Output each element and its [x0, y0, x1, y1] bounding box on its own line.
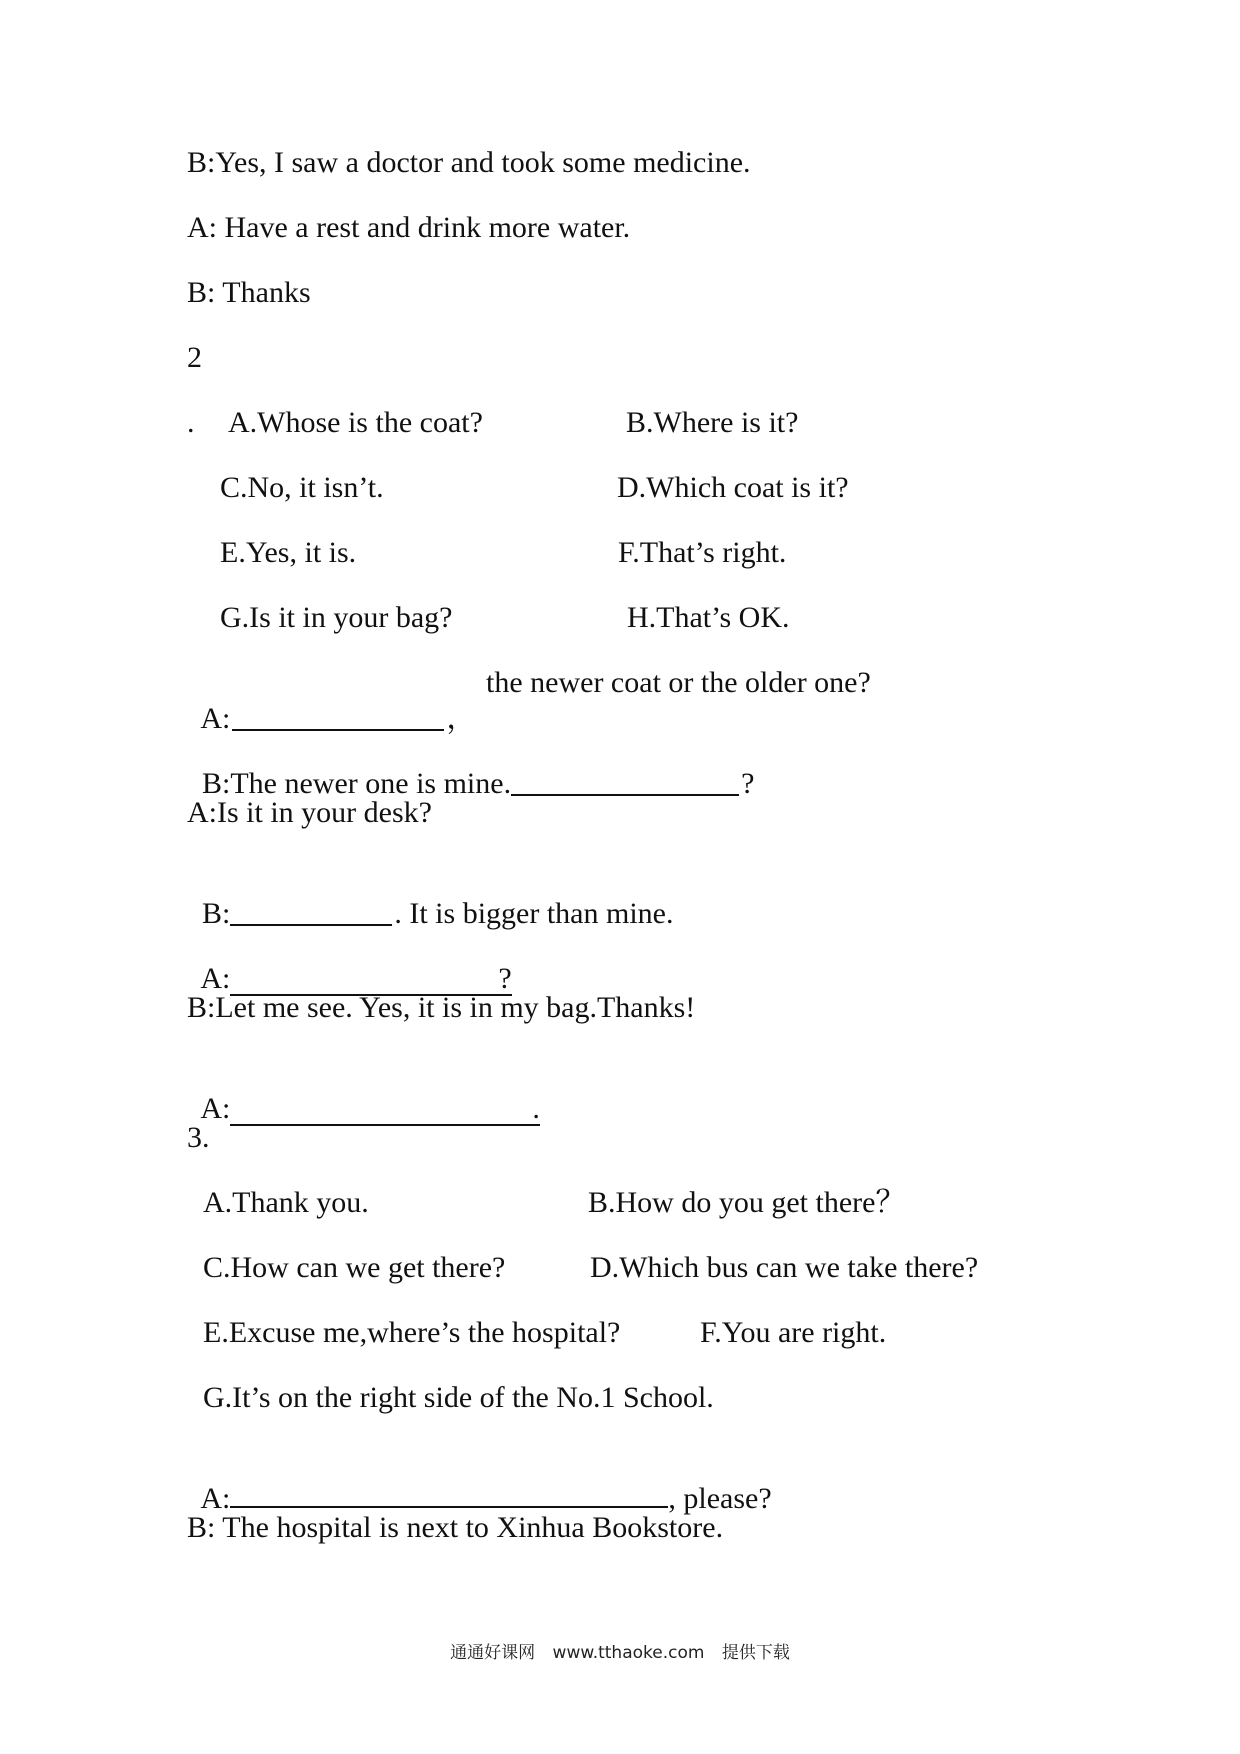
speaker-label: B: — [202, 897, 231, 930]
dialog-line: B: Thanks — [187, 276, 311, 309]
dialog-line — [187, 1055, 540, 1127]
question-mark: ? — [741, 767, 755, 800]
dialog-line — [187, 1445, 772, 1517]
dialog-line: A:Is it in your desk? — [187, 796, 432, 829]
answer-blank[interactable] — [230, 1094, 540, 1126]
period: . — [532, 1092, 540, 1125]
dialog-text: the newer coat or the older one? — [486, 666, 871, 699]
speaker-label: A: — [200, 702, 231, 735]
comma: ， — [446, 702, 477, 735]
option-e: E.Yes, it is. — [220, 536, 357, 569]
option-b: B.Where is it? — [626, 406, 799, 439]
option-e: E.Excuse me,where’s the hospital? — [203, 1316, 621, 1349]
dialog-line: B:Yes, I saw a doctor and took some medicine. — [187, 146, 751, 179]
page-footer — [0, 1638, 1240, 1663]
option-f: F.You are right. — [700, 1316, 887, 1349]
footer-url[interactable]: www.tthaoke.com — [552, 1643, 705, 1663]
dialog-line — [187, 860, 673, 932]
speaker-label: A: — [200, 962, 231, 995]
option-a: A.Whose is the coat? — [228, 406, 483, 439]
footer-site-name: 通通好课网 — [450, 1643, 536, 1663]
speaker-label: A: — [200, 1482, 231, 1515]
dialog-line — [187, 925, 512, 997]
question-dot: . — [187, 406, 195, 439]
dialog-line — [187, 730, 754, 802]
answer-blank[interactable] — [230, 896, 392, 926]
option-g: G.Is it in your bag? — [220, 601, 453, 634]
option-c: C.How can we get there? — [203, 1251, 506, 1284]
dialog-text: , please? — [668, 1482, 772, 1515]
footer-note: 提供下载 — [721, 1643, 790, 1663]
option-d: D.Which coat is it? — [617, 471, 849, 504]
answer-blank[interactable] — [232, 701, 444, 731]
dialog-line: A: Have a rest and drink more water. — [187, 211, 631, 244]
option-g: G.It’s on the right side of the No.1 School. — [203, 1381, 714, 1414]
option-d: D.Which bus can we take there? — [590, 1251, 979, 1284]
dialog-line — [187, 665, 476, 737]
option-a: A.Thank you. — [203, 1186, 369, 1219]
speaker-label: A: — [200, 1092, 231, 1125]
question-number: 3. — [187, 1121, 210, 1154]
option-c: C.No, it isn’t. — [220, 471, 384, 504]
dialog-line: B: The hospital is next to Xinhua Bookstore. — [187, 1511, 724, 1544]
answer-blank[interactable] — [230, 1506, 668, 1508]
dialog-line: B:Let me see. Yes, it is in my bag.Thanks! — [187, 991, 696, 1024]
question-number: 2 — [187, 341, 202, 374]
question-mark: ? — [498, 962, 512, 995]
option-f: F.That’s right. — [618, 536, 787, 569]
answer-blank[interactable] — [511, 766, 739, 796]
option-h: H.That’s OK. — [627, 601, 790, 634]
option-b: B.How do you get there？ — [588, 1186, 906, 1219]
dialog-text: B:The newer one is mine. — [202, 767, 512, 800]
dialog-text: . It is bigger than mine. — [394, 897, 674, 930]
